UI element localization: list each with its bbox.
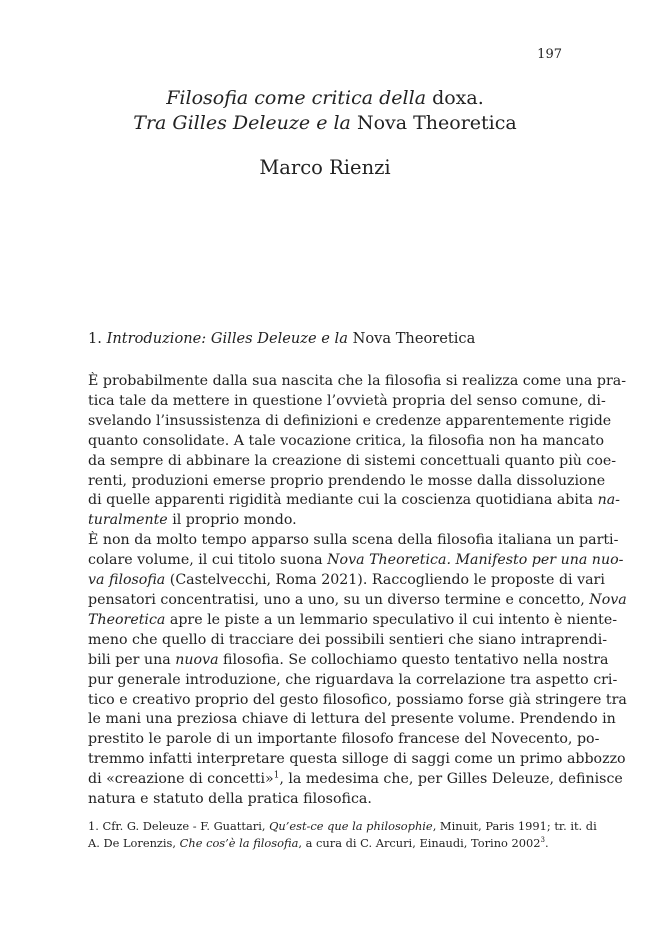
footnote-text-run: , Minuit, Paris 1991; tr. it. di <box>432 819 597 833</box>
body-italic-run: na- <box>597 492 620 509</box>
body-italic-run: turalmente <box>88 512 168 529</box>
body-line <box>88 491 620 511</box>
body-line: svelando l’insussistenza di definizioni e credenze apparentemente rigide <box>88 412 612 429</box>
section-title-italic: Introduzione: Gilles Deleuze e la <box>106 330 348 347</box>
section-number: 1. <box>88 330 102 347</box>
article-title <box>88 86 562 136</box>
body-line: da sempre di abbinare la creazione di sistemi concettuali quanto più coe- <box>88 452 617 469</box>
footnote-text-run: 1. Cfr. G. Deleuze - F. Guattari, <box>88 819 266 833</box>
body-text-run: (Castelvecchi, Roma 2021). Raccogliendo le proposte di vari <box>169 572 605 589</box>
body-italic-run: nuova <box>175 651 219 668</box>
body-line <box>88 770 623 790</box>
body-line <box>88 651 609 671</box>
page-number: 197 <box>537 47 562 62</box>
body-text-run: di «creazione di concetti» <box>88 771 274 788</box>
section-title-roman: Nova Theoretica <box>352 330 476 347</box>
body-text <box>88 372 627 810</box>
body-line: pur generale introduzione, che riguardava la correlazione tra aspetto cri- <box>88 671 618 688</box>
body-text-run: pensatori concentratisi, uno a uno, su un diverso termine e concetto, <box>88 591 585 608</box>
footnote <box>88 818 597 852</box>
body-line <box>88 611 618 631</box>
title-roman-part: doxa. <box>432 87 484 109</box>
footnote-superscript: 3 <box>540 835 545 845</box>
body-line: tico e creativo proprio del gesto filosofico, possiamo forse già stringere tra <box>88 691 627 708</box>
title-line-2 <box>88 111 562 136</box>
body-line <box>88 591 627 611</box>
section-heading <box>88 330 475 347</box>
body-text-run: filosofia. Se collochiamo questo tentativo nella nostra <box>223 651 609 668</box>
footnote-italic-run: Che cos’è la filosofia <box>179 836 299 850</box>
body-line: meno che quello di tracciare dei possibili sentieri che siano intraprendi- <box>88 631 608 648</box>
body-text-run: apre le piste a un lemmario speculativo il cui intento è niente- <box>169 611 618 628</box>
title-italic-part: Filosofia come critica della <box>166 87 427 109</box>
body-line: È non da molto tempo apparso sulla scena della filosofia italiana un parti- <box>88 532 619 549</box>
body-italic-run: Theoretica <box>88 611 166 628</box>
body-italic-run: Nova Theoretica. Manifesto per una nuo- <box>327 552 624 569</box>
body-line: le mani una preziosa chiave di lettura del presente volume. Prendendo in <box>88 711 616 728</box>
body-line: tremmo infatti interpretare questa silloge di saggi come un primo abbozzo <box>88 751 626 768</box>
author-name: Marco Rienzi <box>259 156 391 179</box>
body-line: prestito le parole di un importante filosofo francese del Novecento, po- <box>88 731 600 748</box>
body-line: tica tale da mettere in questione l’ovvietà propria del senso comune, di- <box>88 392 606 409</box>
body-text-run: , la medesima che, per Gilles Deleuze, definisce <box>279 771 623 788</box>
body-line: natura e statuto della pratica filosofica. <box>88 791 372 808</box>
body-text-run: bili per una <box>88 651 171 668</box>
subtitle-italic-part: Tra Gilles Deleuze e la <box>133 112 351 134</box>
body-line <box>88 571 605 591</box>
footnote-text-run: A. De Lorenzis, <box>88 836 177 850</box>
footnote-italic-run: Qu’est-ce que la philosophie <box>269 819 433 833</box>
body-line: quanto consolidate. A tale vocazione critica, la filosofia non ha mancato <box>88 432 605 449</box>
footnote-line <box>88 818 597 835</box>
footnote-text-run: . <box>544 836 549 850</box>
body-line <box>88 511 562 531</box>
footnote-line <box>88 835 562 852</box>
footnote-text-run: , a cura di C. Arcuri, Einaudi, Torino 2002 <box>298 836 541 850</box>
body-text-run: il proprio mondo. <box>172 512 297 529</box>
body-text-run: di quelle apparenti rigidità mediante cui la coscienza quotidiana abita <box>88 492 594 509</box>
body-italic-run: va filosofia <box>88 572 166 589</box>
subtitle-roman-part: Nova Theoretica <box>356 112 517 134</box>
body-text-run: colare volume, il cui titolo suona <box>88 552 323 569</box>
title-line-1 <box>88 86 562 111</box>
body-line: renti, produzioni emerse proprio prendendo le mosse dalla dissoluzione <box>88 472 606 489</box>
body-line <box>88 551 624 571</box>
body-italic-run: Nova <box>589 591 627 608</box>
body-line: È probabilmente dalla sua nascita che la filosofia si realizza come una pra- <box>88 373 627 389</box>
footnote-reference[interactable]: 1 <box>273 770 280 781</box>
